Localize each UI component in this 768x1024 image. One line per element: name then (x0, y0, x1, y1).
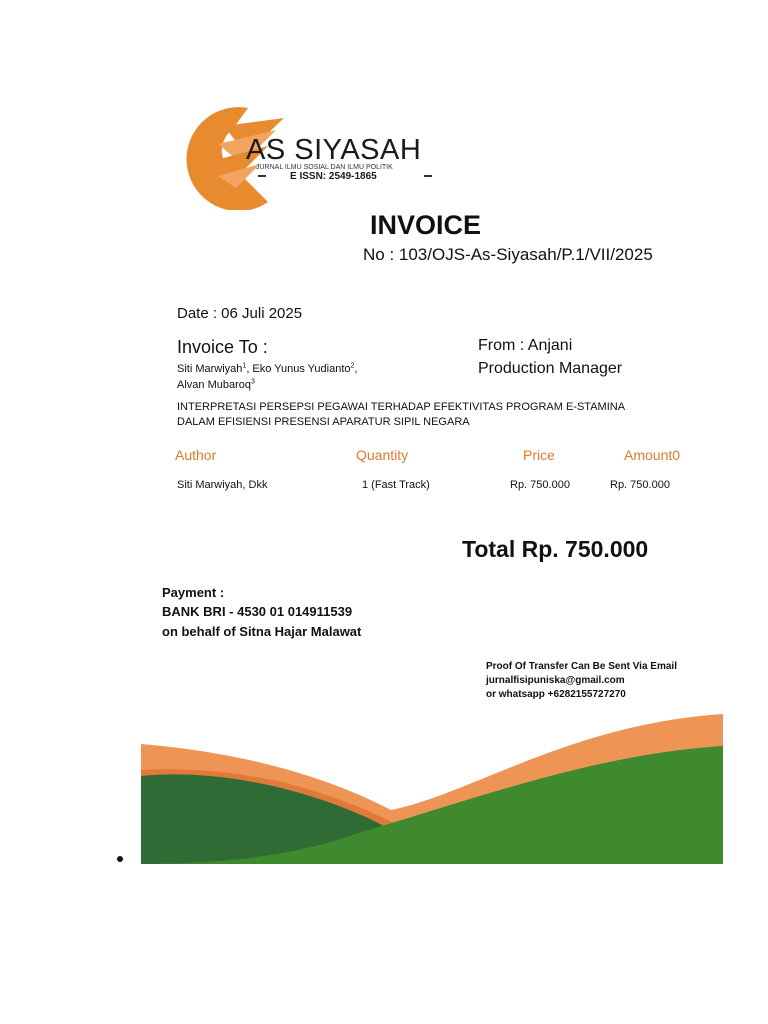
proof-of-transfer-note: Proof Of Transfer Can Be Sent Via Email (486, 661, 677, 672)
authors-line-2 (177, 379, 255, 391)
list-bullet (117, 856, 123, 862)
column-header-author: Author (175, 447, 217, 463)
from-sender: From : Anjani (478, 337, 573, 354)
article-title-line-2: DALAM EFISIENSI PRESENSI APARATUR SIPIL NEGARA (177, 416, 470, 428)
invoice-to-label: Invoice To : (177, 337, 268, 357)
invoice-title: INVOICE (370, 210, 482, 240)
logo-issn: E ISSN: 2549-1865 (290, 171, 377, 182)
column-header-quantity: Quantity (356, 447, 409, 463)
logo-title: AS SIYASAH (246, 134, 422, 166)
cell-amount: Rp. 750.000 (610, 479, 670, 491)
payment-bank-account: BANK BRI - 4530 01 014911539 (162, 604, 353, 619)
sender-role: Production Manager (478, 360, 623, 377)
article-title-line-1: INTERPRETASI PERSEPSI PEGAWAI TERHADAP EFEKTIVITAS PROGRAM E-STAMINA (177, 401, 626, 413)
author-name: , Eko Yunus Yudianto (246, 363, 351, 375)
author-name: Siti Marwiyah (177, 363, 243, 375)
column-header-price: Price (523, 447, 555, 463)
author-name: Alvan Mubaroq (177, 379, 251, 391)
decorative-wave (141, 714, 723, 864)
logo-divider-left (258, 175, 266, 177)
author-affiliation: 1 (242, 362, 247, 370)
invoice-number: No : 103/OJS-As-Siyasah/P.1/VII/2025 (363, 245, 653, 264)
author-separator: , (354, 363, 358, 375)
author-affiliation: 3 (251, 378, 255, 386)
contact-email: jurnalfisipuniska@gmail.com (486, 675, 625, 686)
logo-subtitle: JURNAL ILMU SOSIAL DAN ILMU POLITIK (256, 164, 393, 171)
invoice-date: Date : 06 Juli 2025 (177, 305, 303, 322)
cell-author: Siti Marwiyah, Dkk (177, 479, 268, 491)
logo-divider-right (424, 175, 432, 177)
payment-account-holder: on behalf of Sitna Hajar Malawat (162, 624, 362, 639)
total-amount: Total Rp. 750.000 (462, 536, 649, 562)
authors-line-1 (177, 363, 357, 375)
cell-price: Rp. 750.000 (510, 479, 570, 491)
payment-label: Payment : (162, 585, 225, 600)
column-header-amount: Amount0 (624, 447, 681, 463)
cell-quantity: 1 (Fast Track) (362, 479, 430, 491)
author-affiliation: 2 (350, 362, 355, 370)
contact-whatsapp: or whatsapp +6282155727270 (486, 689, 626, 700)
